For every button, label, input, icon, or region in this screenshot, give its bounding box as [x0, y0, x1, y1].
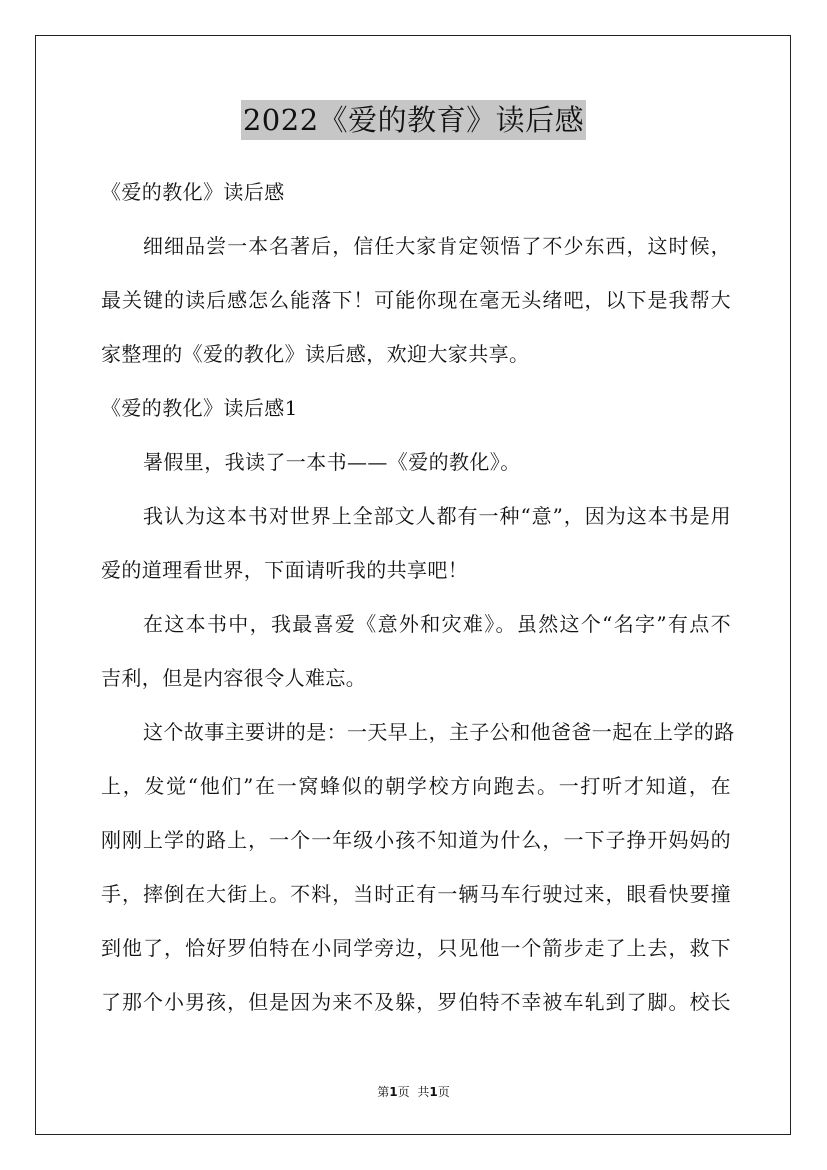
- footer-page-suffix: 页: [397, 1085, 410, 1099]
- text-line: 吉利，但是内容很令人难忘。: [101, 666, 367, 690]
- text-line: 到他了，恰好罗伯特在小同学旁边，只见他一个箭步走了上去，救下: [101, 936, 731, 960]
- footer-total-prefix: 共: [417, 1085, 430, 1099]
- footer-prefix: 第: [377, 1085, 390, 1099]
- text-line: 爱的道理看世界，下面请听我的共享吧！: [101, 558, 469, 582]
- text-line: 《爱的教化》读后感1: [101, 396, 298, 420]
- footer-total-pages: 1: [429, 1085, 438, 1099]
- text-line: 了那个小男孩，但是因为来不及躲，罗伯特不幸被车轧到了脚。校长: [101, 990, 731, 1014]
- text-line: 最关键的读后感怎么能落下！可能你现在毫无头绪吧，以下是我帮大: [101, 288, 731, 312]
- document-title: 2022《爱的教育》读后感: [241, 100, 586, 140]
- text-line: 刚刚上学的路上，一个一年级小孩不知道为什么，一下子挣开妈妈的: [101, 828, 731, 852]
- text-line: 细细品尝一本名著后，信任大家肯定领悟了不少东西，这时候，: [143, 234, 731, 258]
- text-line: 这个故事主要讲的是：一天早上，主子公和他爸爸一起在上学的路: [143, 720, 735, 744]
- text-line: 暑假里，我读了一本书——《爱的教化》。: [143, 450, 521, 474]
- text-line: 在这本书中，我最喜爱《意外和灾难》。虽然这个“名字”有点不: [143, 612, 731, 636]
- text-line: 我认为这本书对世界上全部文人都有一种“意”，因为这本书是用: [143, 504, 731, 528]
- document-body: [101, 170, 735, 1034]
- text-line: 手，摔倒在大街上。不料，当时正有一辆马车行驶过来，眼看快要撞: [101, 882, 731, 906]
- text-line: 《爱的教化》读后感: [101, 180, 285, 204]
- text-line: 家整理的《爱的教化》读后感，欢迎大家共享。: [101, 342, 530, 366]
- footer-total-suffix: 页: [437, 1085, 450, 1099]
- page-footer: [0, 1083, 827, 1101]
- title-container: [0, 100, 827, 140]
- text-line: 上，发觉“他们”在一窝蜂似的朝学校方向跑去。一打听才知道，在: [101, 774, 731, 798]
- footer-page-number: 1: [389, 1085, 398, 1099]
